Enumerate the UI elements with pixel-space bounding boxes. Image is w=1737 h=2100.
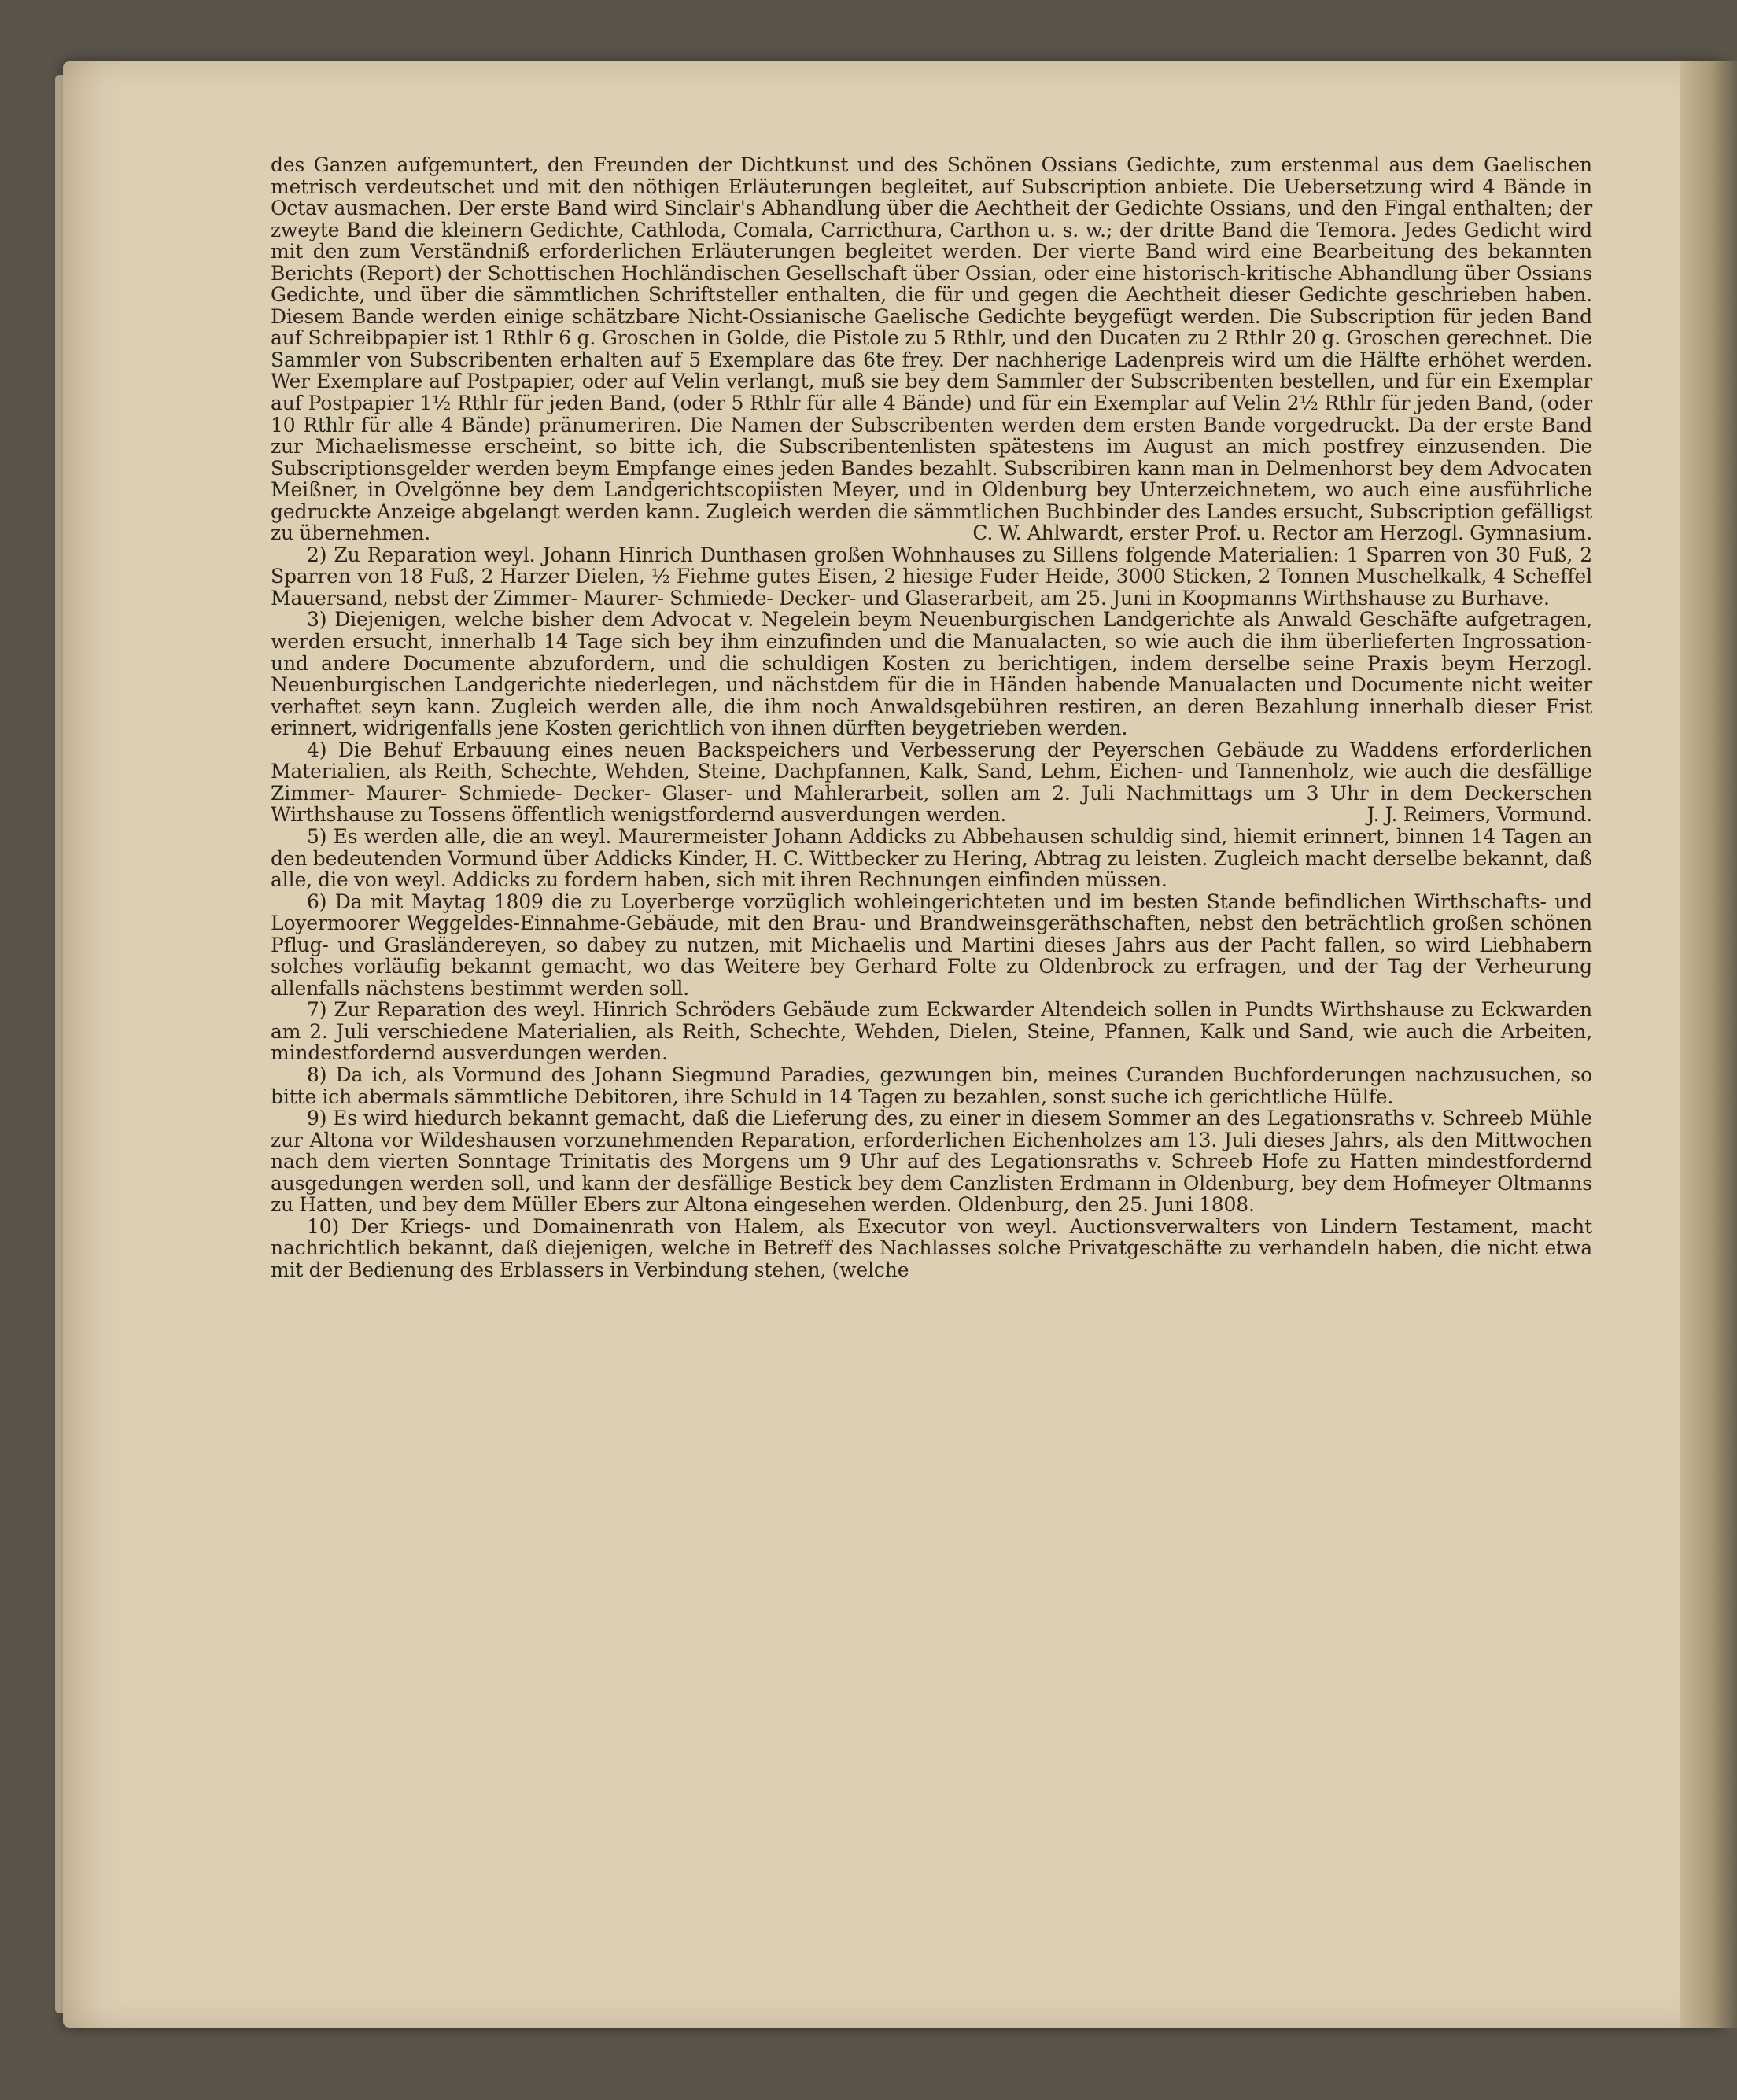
- intro-paragraph: [271, 154, 1592, 544]
- notice-signature: J. J. Reimers, Vormund.: [1366, 803, 1592, 827]
- notice-item-4: [271, 739, 1592, 826]
- notice-text: 10) Der Kriegs- und Domainenrath von Halem, als Executor von weyl. Auctionsverwalters von Lindern Testament, macht nachrichtlich bekannt, daß diejenigen, welche in Betreff des Nachlasses solche Privatgeschäfte zu verhandeln haben, die nicht etwa mit der Bedienung des Erblassers in Verbindung stehen, (welche: [271, 1214, 1592, 1281]
- notice-item-3: [271, 609, 1592, 739]
- intro-signature: C. W. Ahlwardt, erster Prof. u. Rector am Herzogl. Gymnasium.: [972, 521, 1592, 545]
- notice-item-8: [271, 1064, 1592, 1107]
- notice-text: 2) Zu Reparation weyl. Johann Hinrich Dunthasen großen Wohnhauses zu Sillens folgende Materialien: 1 Sparren von 30 Fuß, 2 Sparren von 18 Fuß, 2 Harzer Dielen, ½ Fiehme gutes Eisen, 2 hiesige Fuder Heide, 3000 Sticken, 2 Tonnen Muschelkalk, 4 Scheffel Mauersand, nebst der Zimmer- Maurer- Schmiede- Decker- und Glaserarbeit, am 25. Juni in Koopmanns Wirthshause zu Burhave.: [271, 543, 1592, 610]
- page-text: [271, 154, 1592, 1924]
- notice-text: 5) Es werden alle, die an weyl. Maurermeister Johann Addicks zu Abbehausen schuldig sind, hiemit erinnert, binnen 14 Tagen an den bedeutenden Vormund über Addicks Kinder, H. C. Wittbecker zu Hering, Abtrag zu leisten. Zugleich macht derselbe bekannt, daß alle, die von weyl. Addicks zu fordern haben, sich mit ihren Rechnungen einfinden müssen.: [271, 824, 1592, 892]
- notice-text: 3) Diejenigen, welche bisher dem Advocat v. Negelein beym Neuenburgischen Landgerichte als Anwald Geschäfte aufgetragen, werden ersucht, innerhalb 14 Tage sich bey ihm einzufinden und die Manualacten, so wie auch die ihm überlieferten Ingrossation- und andere Documente abzufordern, und die schuldigen Kosten zu berichtigen, indem derselbe seine Praxis beym Herzogl. Neuenburgischen Landgerichte niederlegen, und nächstdem für die in Händen habende Manualacten und Documente nicht weiter verhaftet seyn kann. Zugleich werden alle, die ihm noch Anwaldsgebühren restiren, an deren Bezahlung innerhalb dieser Frist erinnert, widrigenfalls jene Kosten gerichtlich von ihnen dürften beygetrieben werden.: [271, 608, 1592, 740]
- notice-item-9: [271, 1107, 1592, 1216]
- notice-item-6: [271, 891, 1592, 1000]
- notice-text: 4) Die Behuf Erbauung eines neuen Backspeichers und Verbesserung der Peyerschen Gebäude zu Waddens erforderlichen Materialien, als Reith, Schechte, Wehden, Steine, Dachpfannen, Kalk, Sand, Lehm, Eichen- und Tannenholz, wie auch die desfällige Zimmer- Maurer- Schmiede- Decker- Glaser- und Mahlerarbeit, sollen am 2. Juli Nachmittags um 3 Uhr in dem Deckerschen Wirthshause zu Tossens öffentlich wenigstfordernd ausverdungen werden.: [271, 738, 1592, 827]
- intro-text: des Ganzen aufgemuntert, den Freunden der Dichtkunst und des Schönen Ossians Gedichte, zum erstenmal aus dem Gaelischen metrisch verdeutschet und mit den nöthigen Erläuterungen begleitet, auf Subscription anbiete. Die Uebersetzung wird 4 Bände in Octav ausmachen. Der erste Band wird Sinclair's Abhandlung über die Aechtheit der Gedichte Ossians, und den Fingal enthalten; der zweyte Band die kleinern Gedichte, Cathloda, Comala, Carricthura, Carthon u. s. w.; der dritte Band die Temora. Jedes Gedicht wird mit den zum Verständniß erforderlichen Erläuterungen begleitet werden. Der vierte Band wird eine Bearbeitung des bekannten Berichts (Report) der Schottischen Hochländischen Gesellschaft über Ossian, oder eine historisch-kritische Abhandlung über Ossians Gedichte, und über die sämmtlichen Schriftsteller enthalten, die für und gegen die Aechtheit dieser Gedichte geschrieben haben. Diesem Bande werden einige schätzbare Nicht-Ossianische Gaelische Gedichte beygefügt werden. Die Subscription für jeden Band auf Schreibpapier ist 1 Rthlr 6 g. Groschen in Golde, die Pistole zu 5 Rthlr, und den Ducaten zu 2 Rthlr 20 g. Groschen gerechnet. Die Sammler von Subscribenten erhalten auf 5 Exemplare das 6te frey. Der nachherige Ladenpreis wird um die Hälfte erhöhet werden. Wer Exemplare auf Postpapier, oder auf Velin verlangt, muß sie bey dem Sammler der Subscribenten bestellen, und für ein Exemplar auf Postpapier 1½ Rthlr für jeden Band, (oder 5 Rthlr für alle 4 Bände) und für ein Exemplar auf Velin 2½ Rthlr für jeden Band, (oder 10 Rthlr für alle 4 Bände) pränumeriren. Die Namen der Subscribenten werden dem ersten Bande vorgedruckt. Da der erste Band zur Michaelismesse erscheint, so bitte ich, die Subscribentenlisten spätestens im August an mich postfrey einzusenden. Die Subscriptionsgelder werden beym Empfange eines jeden Bandes bezahlt. Subscribiren kann man in Delmenhorst bey dem Advocaten Meißner, in Ovelgönne bey dem Landgerichtscopiisten Meyer, und in Oldenburg bey Unterzeichnetem, wo auch eine ausführliche gedruckte Anzeige abgelangt werden kann. Zugleich werden die sämmtlichen Buchbinder des Landes ersucht, Subscription gefälligst zu übernehmen.: [271, 153, 1592, 545]
- notice-item-7: [271, 999, 1592, 1064]
- notice-item-5: [271, 826, 1592, 891]
- notice-text: 6) Da mit Maytag 1809 die zu Loyerberge vorzüglich wohleingerichteten und im besten Stande befindlichen Wirthschafts- und Loyermoorer Weggeldes-Einnahme-Gebäude, mit den Brau- und Brandweinsgeräthschaften, nebst den beträchtlich großen schönen Pflug- und Grasländereyen, so dabey zu nutzen, mit Michaelis und Martini dieses Jahrs aus der Pacht fallen, so wird Liebhabern solches vorläufig bekannt gemacht, wo das Weitere bey Gerhard Folte zu Oldenbrock zu erfragen, und der Tag der Verheurung allenfalls nächstens bestimmt werden soll.: [271, 890, 1592, 1000]
- notice-text: 7) Zur Reparation des weyl. Hinrich Schröders Gebäude zum Eckwarder Altendeich sollen in Pundts Wirthshause zu Eckwarden am 2. Juli verschiedene Materialien, als Reith, Schechte, Wehden, Dielen, Steine, Pfannen, Kalk und Sand, wie auch die Arbeiten, mindestfordernd ausverdungen werden.: [271, 998, 1592, 1065]
- binding-shadow: [1680, 61, 1737, 2028]
- notice-text: 8) Da ich, als Vormund des Johann Siegmund Paradies, gezwungen bin, meines Curanden Buchforderungen nachzusuchen, so bitte ich abermals sämmtliche Debitoren, ihre Schuld in 14 Tagen zu bezahlen, sonst suche ich gerichtliche Hülfe.: [271, 1063, 1592, 1108]
- notice-item-2: [271, 544, 1592, 610]
- notice-item-10: [271, 1216, 1592, 1281]
- notice-text: 9) Es wird hiedurch bekannt gemacht, daß die Lieferung des, zu einer in diesem Sommer an des Legationsraths v. Schreeb Mühle zur Altona vor Wildeshausen vorzunehmenden Reparation, erforderlichen Eichenholzes am 13. Juli dieses Jahrs, als den Mittwochen nach dem vierten Sonntage Trinitatis des Morgens um 9 Uhr auf des Legationsraths v. Schreeb Hofe zu Hatten mindestfordernd ausgedungen werden soll, und kann der desfällige Bestick bey dem Canzlisten Erdmann in Oldenburg, bey dem Hofmeyer Oltmanns zu Hatten, und bey dem Müller Ebers zur Altona eingesehen werden. Oldenburg, den 25. Juni 1808.: [271, 1107, 1592, 1217]
